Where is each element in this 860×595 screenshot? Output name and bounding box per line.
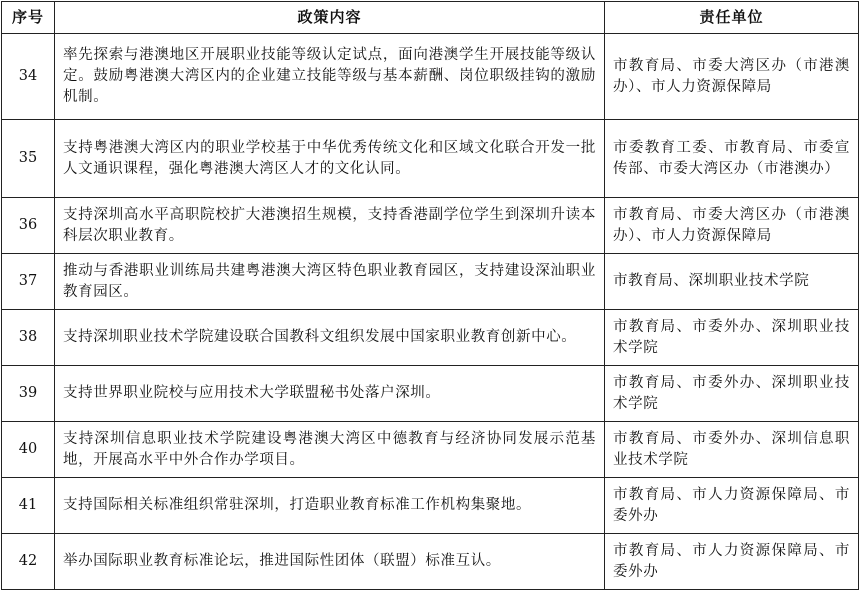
row-number: 36 xyxy=(2,198,55,254)
row-number: 41 xyxy=(2,478,55,534)
policy-content: 率先探索与港澳地区开展职业技能等级认定试点，面向港澳学生开展技能等级认定。鼓励粤港澳大湾区内的企业建立技能等级与基本薪酬、岗位职级挂钩的激励机制。 xyxy=(55,34,605,120)
responsible-unit: 市教育局、市委外办、深圳信息职业技术学院 xyxy=(605,422,859,478)
policy-content: 支持深圳高水平高职院校扩大港澳招生规模，支持香港副学位学生到深圳升读本科层次职业教育。 xyxy=(55,198,605,254)
table-row xyxy=(2,254,859,310)
responsible-unit: 市教育局、市人力资源保障局、市委外办 xyxy=(605,534,859,590)
responsible-unit: 市教育局、市人力资源保障局、市委外办 xyxy=(605,478,859,534)
row-number: 38 xyxy=(2,310,55,366)
table-row xyxy=(2,310,859,366)
header-no: 序号 xyxy=(2,2,55,34)
policy-content: 支持国际相关标准组织常驻深圳，打造职业教育标准工作机构集聚地。 xyxy=(55,478,605,534)
policy-content: 支持深圳信息职业技术学院建设粤港澳大湾区中德教育与经济协同发展示范基地，开展高水平中外合作办学项目。 xyxy=(55,422,605,478)
policy-content: 推动与香港职业训练局共建粤港澳大湾区特色职业教育园区，支持建设深汕职业教育园区。 xyxy=(55,254,605,310)
table-row xyxy=(2,534,859,590)
responsible-unit: 市教育局、市委大湾区办（市港澳办）、市人力资源保障局 xyxy=(605,34,859,120)
header-unit: 责任单位 xyxy=(605,2,859,34)
policy-table xyxy=(1,1,859,590)
row-number: 35 xyxy=(2,120,55,198)
header-policy: 政策内容 xyxy=(55,2,605,34)
table-row xyxy=(2,198,859,254)
table-row xyxy=(2,34,859,120)
row-number: 39 xyxy=(2,366,55,422)
row-number: 40 xyxy=(2,422,55,478)
row-number: 34 xyxy=(2,34,55,120)
policy-content: 支持粤港澳大湾区内的职业学校基于中华优秀传统文化和区域文化联合开发一批人文通识课程，强化粤港澳大湾区人才的文化认同。 xyxy=(55,120,605,198)
policy-content: 支持深圳职业技术学院建设联合国教科文组织发展中国家职业教育创新中心。 xyxy=(55,310,605,366)
responsible-unit: 市教育局、市委大湾区办（市港澳办）、市人力资源保障局 xyxy=(605,198,859,254)
table-row xyxy=(2,120,859,198)
table-row xyxy=(2,366,859,422)
responsible-unit: 市委教育工委、市教育局、市委宣传部、市委大湾区办（市港澳办） xyxy=(605,120,859,198)
table-row xyxy=(2,478,859,534)
policy-content: 举办国际职业教育标准论坛，推进国际性团体（联盟）标准互认。 xyxy=(55,534,605,590)
table-header-row xyxy=(2,2,859,34)
policy-content: 支持世界职业院校与应用技术大学联盟秘书处落户深圳。 xyxy=(55,366,605,422)
responsible-unit: 市教育局、市委外办、深圳职业技术学院 xyxy=(605,310,859,366)
row-number: 42 xyxy=(2,534,55,590)
responsible-unit: 市教育局、市委外办、深圳职业技术学院 xyxy=(605,366,859,422)
row-number: 37 xyxy=(2,254,55,310)
table-row xyxy=(2,422,859,478)
responsible-unit: 市教育局、深圳职业技术学院 xyxy=(605,254,859,310)
